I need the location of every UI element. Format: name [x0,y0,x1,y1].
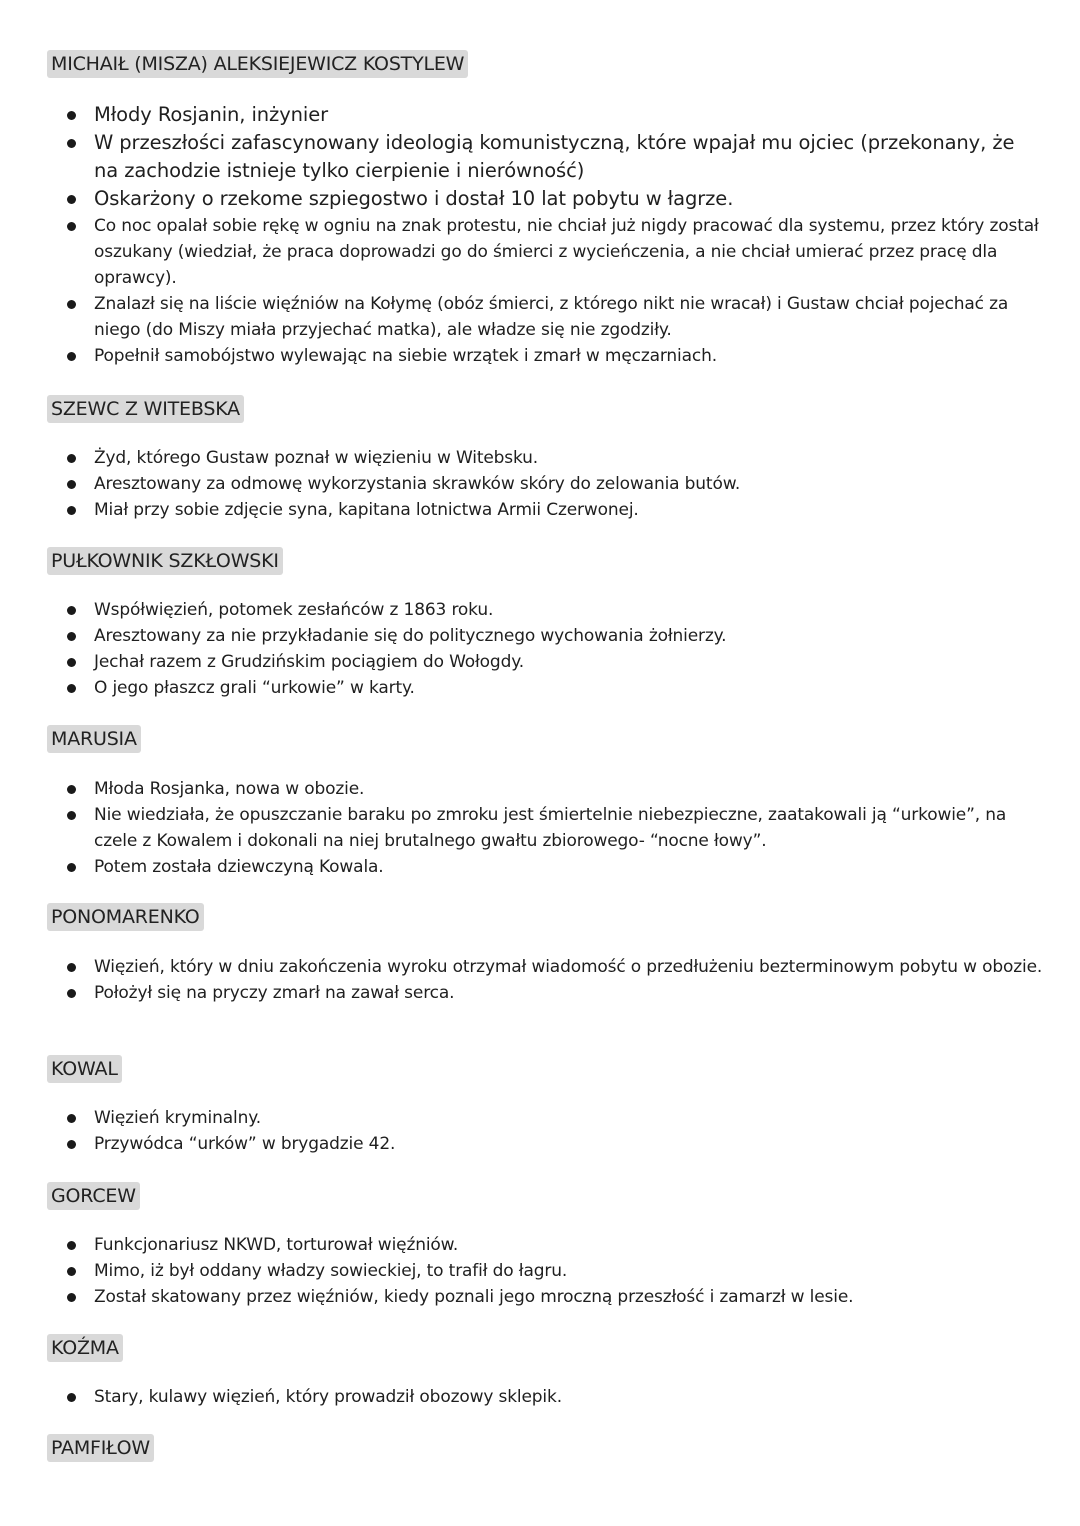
bullet-icon [67,632,76,641]
bullet-icon [67,111,76,120]
list-item: W przeszłości zafascynowany ideologią komunistyczną, które wpajał mu ojciec (przekonany, że na zachodzie istnieje tylko cierpienie i nierówność) [94,129,1044,185]
list-item: Oskarżony o rzekome szpiegostwo i dostał 10 lat pobytu w łagrze. [94,185,1044,213]
section-heading-szewc: SZEWC Z WITEBSKA [47,395,244,423]
list-item: Co noc opalał sobie rękę w ogniu na znak protestu, nie chciał już nigdy pracować dla systemu, przez który został oszukany (wiedział, że praca doprowadzi go do śmierci z wycieńczenia, a nie chciał umierać przez pracę dla oprawcy). [94,213,1044,291]
bullet-icon [67,606,76,615]
bullet-icon [67,352,76,361]
section-list-szklowski [94,597,1044,701]
bullet-icon [67,300,76,309]
bullet-icon [67,222,76,231]
section-heading-kozma: KOŹMA [47,1334,123,1362]
bullet-icon [67,1241,76,1250]
list-item: Został skatowany przez więźniów, kiedy poznali jego mroczną przeszłość i zamarzł w lesie. [94,1284,1044,1310]
section-heading-kostylew: MICHAIŁ (MISZA) ALEKSIEJEWICZ KOSTYLEW [47,50,468,78]
bullet-icon [67,1114,76,1123]
list-item: Przywódca “urków” w brygadzie 42. [94,1131,1044,1157]
bullet-icon [67,684,76,693]
list-item: Młoda Rosjanka, nowa w obozie. [94,776,1044,802]
section-heading-gorcew: GORCEW [47,1182,140,1210]
bullet-icon [67,963,76,972]
list-item: Położył się na pryczy zmarł na zawał serca. [94,980,1044,1006]
section-heading-pamfilow: PAMFIŁOW [47,1434,154,1462]
bullet-icon [67,506,76,515]
list-item: Nie wiedziała, że opuszczanie baraku po zmroku jest śmiertelnie niebezpieczne, zaatakowali ją “urkowie”, na czele z Kowalem i dokonali na niej brutalnego gwałtu zbiorowego- “nocne łowy”. [94,802,1044,854]
section-list-ponomarenko [94,954,1044,1006]
bullet-icon [67,1393,76,1402]
bullet-icon [67,454,76,463]
list-item: Miał przy sobie zdjęcie syna, kapitana lotnictwa Armii Czerwonej. [94,497,1044,523]
bullet-icon [67,1267,76,1276]
list-item: O jego płaszcz grali “urkowie” w karty. [94,675,1044,701]
list-item: Jechał razem z Grudzińskim pociągiem do Wołogdy. [94,649,1044,675]
list-item: Popełnił samobójstwo wylewając na siebie wrzątek i zmarł w męczarniach. [94,343,1044,369]
bullet-icon [67,811,76,820]
list-item: Mimo, iż był oddany władzy sowieckiej, to trafił do łagru. [94,1258,1044,1284]
list-item: Aresztowany za odmowę wykorzystania skrawków skóry do zelowania butów. [94,471,1044,497]
bullet-icon [67,658,76,667]
section-heading-ponomarenko: PONOMARENKO [47,903,204,931]
list-item: Funkcjonariusz NKWD, torturował więźniów. [94,1232,1044,1258]
list-item: Aresztowany za nie przykładanie się do politycznego wychowania żołnierzy. [94,623,1044,649]
bullet-icon [67,863,76,872]
list-item: Młody Rosjanin, inżynier [94,101,1044,129]
list-item: Żyd, którego Gustaw poznał w więzieniu w Witebsku. [94,445,1044,471]
section-heading-marusia: MARUSIA [47,725,141,753]
bullet-icon [67,1140,76,1149]
list-item: Stary, kulawy więzień, który prowadził obozowy sklepik. [94,1384,1044,1410]
list-item: Znalazł się na liście więźniów na Kołymę (obóz śmierci, z którego nikt nie wracał) i Gustaw chciał pojechać za niego (do Miszy miała przyjechać matka), ale władze się nie zgodziły. [94,291,1044,343]
list-item: Potem została dziewczyną Kowala. [94,854,1044,880]
bullet-icon [67,139,76,148]
section-list-marusia [94,776,1044,880]
section-heading-szklowski: PUŁKOWNIK SZKŁOWSKI [47,547,283,575]
section-list-kowal [94,1105,1044,1157]
bullet-icon [67,1293,76,1302]
list-item: Więzień kryminalny. [94,1105,1044,1131]
list-item: Współwięzień, potomek zesłańców z 1863 roku. [94,597,1044,623]
bullet-icon [67,195,76,204]
bullet-icon [67,480,76,489]
list-item: Więzień, który w dniu zakończenia wyroku otrzymał wiadomość o przedłużeniu bezterminowym pobytu w obozie. [94,954,1044,980]
section-heading-kowal: KOWAL [47,1055,122,1083]
bullet-icon [67,989,76,998]
section-list-kozma [94,1384,1044,1410]
section-list-gorcew [94,1232,1044,1310]
section-list-szewc [94,445,1044,523]
section-list-kostylew [94,101,1044,369]
bullet-icon [67,785,76,794]
